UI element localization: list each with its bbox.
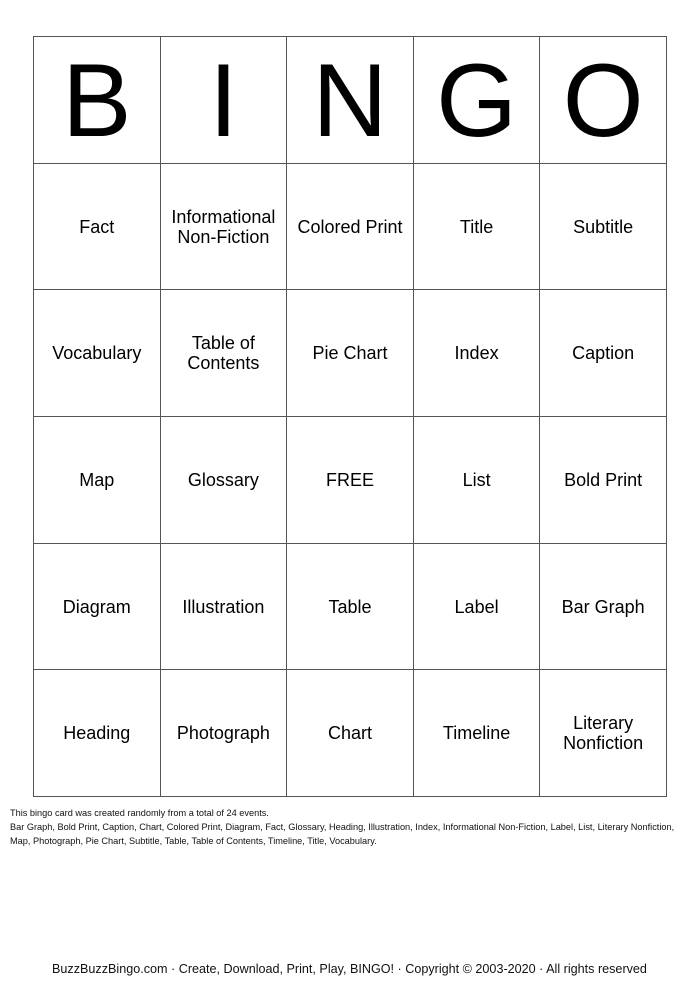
card-cell: Diagram	[34, 543, 161, 670]
card-cell: Caption	[540, 290, 667, 417]
footer: BuzzBuzzBingo.com · Create, Download, Print, Play, BINGO! · Copyright © 2003-2020 · All rights reserved	[52, 962, 647, 976]
card-cell: Map	[34, 417, 161, 544]
header-letter-n: N	[287, 37, 414, 164]
header-letter-b: B	[34, 37, 161, 164]
card-cell: Literary Nonfiction	[540, 670, 667, 797]
card-cell: Label	[413, 543, 540, 670]
card-row	[34, 163, 667, 290]
card-row	[34, 543, 667, 670]
header-row	[34, 37, 667, 164]
header-letter-i: I	[160, 37, 287, 164]
card-row	[34, 670, 667, 797]
card-cell: Glossary	[160, 417, 287, 544]
card-cell: Table of Contents	[160, 290, 287, 417]
card-cell: Illustration	[160, 543, 287, 670]
card-cell: Vocabulary	[34, 290, 161, 417]
card-cell: Subtitle	[540, 163, 667, 290]
card-row	[34, 290, 667, 417]
card-row	[34, 417, 667, 544]
info-summary: This bingo card was created randomly from a total of 24 events.	[10, 808, 269, 818]
card-cell: Bar Graph	[540, 543, 667, 670]
card-cell: Bold Print	[540, 417, 667, 544]
card-cell: Colored Print	[287, 163, 414, 290]
header-letter-o: O	[540, 37, 667, 164]
card-cell: Heading	[34, 670, 161, 797]
card-info	[10, 806, 690, 848]
card-cell: Chart	[287, 670, 414, 797]
free-space-cell: FREE	[287, 417, 414, 544]
card-cell: Informational Non-Fiction	[160, 163, 287, 290]
card-cell: Photograph	[160, 670, 287, 797]
card-cell: Pie Chart	[287, 290, 414, 417]
card-cell: Fact	[34, 163, 161, 290]
info-event-list: Bar Graph, Bold Print, Caption, Chart, Colored Print, Diagram, Fact, Glossary, Heading, Illustration, Index, Informational Non-Fiction, Label, List, Literary Nonfiction, Map, Photograph, Pie Chart, Subtitle, Table, Table of Contents, Timeline, Title, Vocabulary.	[10, 822, 675, 846]
card-cell: Timeline	[413, 670, 540, 797]
card-cell: Table	[287, 543, 414, 670]
card-cell: Title	[413, 163, 540, 290]
card-cell: List	[413, 417, 540, 544]
bingo-card	[33, 36, 667, 797]
header-letter-g: G	[413, 37, 540, 164]
card-cell: Index	[413, 290, 540, 417]
